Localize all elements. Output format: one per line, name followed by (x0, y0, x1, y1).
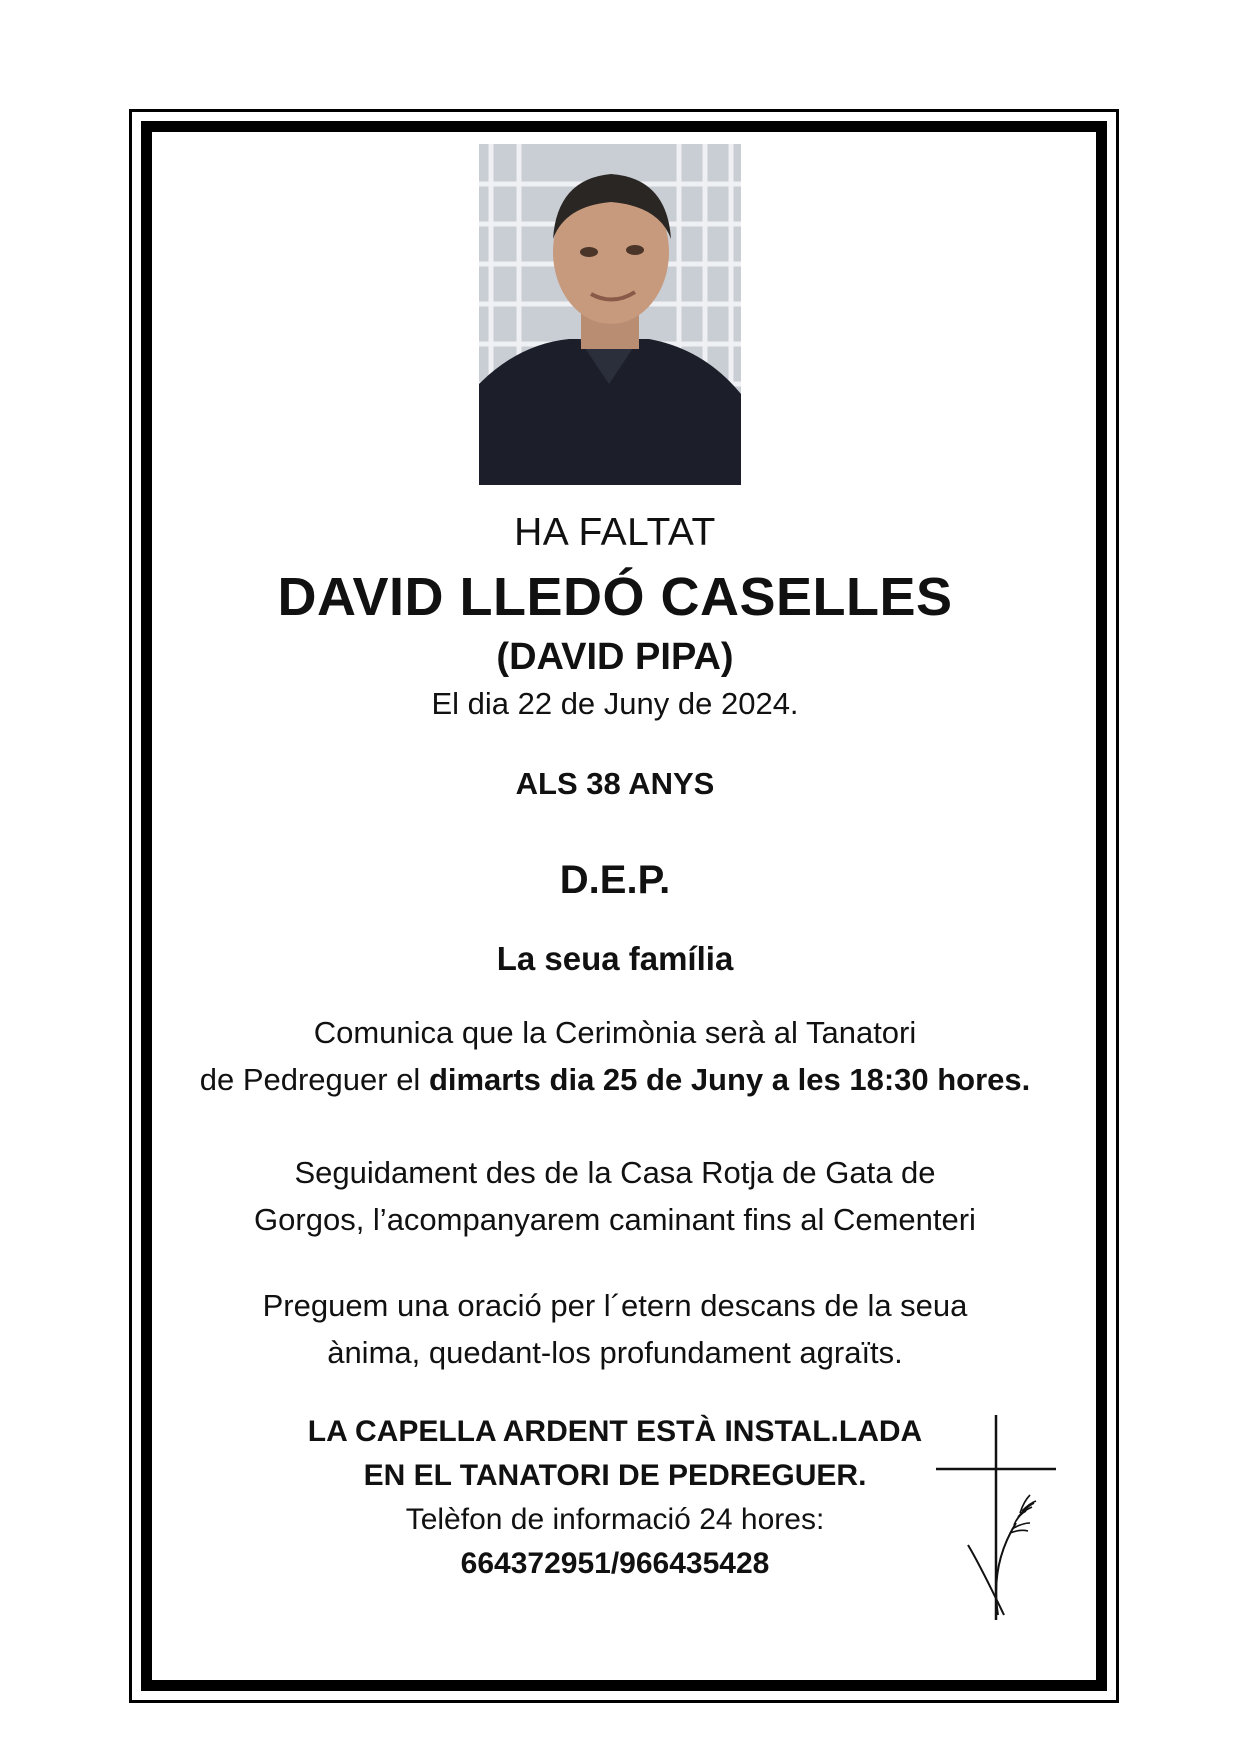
deceased-name: DAVID LLEDÓ CASELLES (277, 567, 953, 627)
prayer-line-2: ànima, quedant-los profundament agraïts. (327, 1335, 903, 1370)
prayer-line-1: Preguem una oració per l´etern descans de la seua (262, 1288, 968, 1323)
phone-label: Telèfon de informació 24 hores: (405, 1503, 825, 1536)
age-at-death: ALS 38 ANYS (515, 766, 715, 801)
ceremony-line-2-text: de Pedreguer el (199, 1062, 429, 1097)
phone-numbers: 664372951/966435428 (460, 1547, 770, 1580)
procession-line-1: Seguidament des de la Casa Rotja de Gata de (294, 1155, 936, 1190)
notice-heading: HA FALTAT (514, 511, 716, 554)
ceremony-datetime: dimarts dia 25 de Juny a les 18:30 hores. (428, 1062, 1031, 1097)
cross-with-wheat-icon (930, 1415, 1060, 1620)
portrait-photo (479, 144, 741, 485)
death-date: El dia 22 de Juny de 2024. (431, 686, 799, 721)
deceased-alias: (DAVID PIPA) (496, 636, 734, 678)
prayer-paragraph (150, 1282, 1080, 1376)
rest-in-peace: D.E.P. (559, 858, 671, 902)
chapel-line-2: EN EL TANATORI DE PEDREGUER. (363, 1459, 867, 1492)
procession-line-2: Gorgos, l’acompanyarem caminant fins al Cementeri (254, 1202, 976, 1237)
ceremony-paragraph (150, 1009, 1080, 1103)
chapel-info (260, 1410, 970, 1586)
family-signature: La seua família (496, 940, 734, 977)
ceremony-line-1: Comunica que la Cerimònia serà al Tanatori (313, 1015, 917, 1050)
ceremony-line-2 (150, 1056, 1080, 1103)
chapel-line-1: LA CAPELLA ARDENT ESTÀ INSTAL.LADA (307, 1415, 923, 1448)
procession-paragraph (150, 1149, 1080, 1243)
